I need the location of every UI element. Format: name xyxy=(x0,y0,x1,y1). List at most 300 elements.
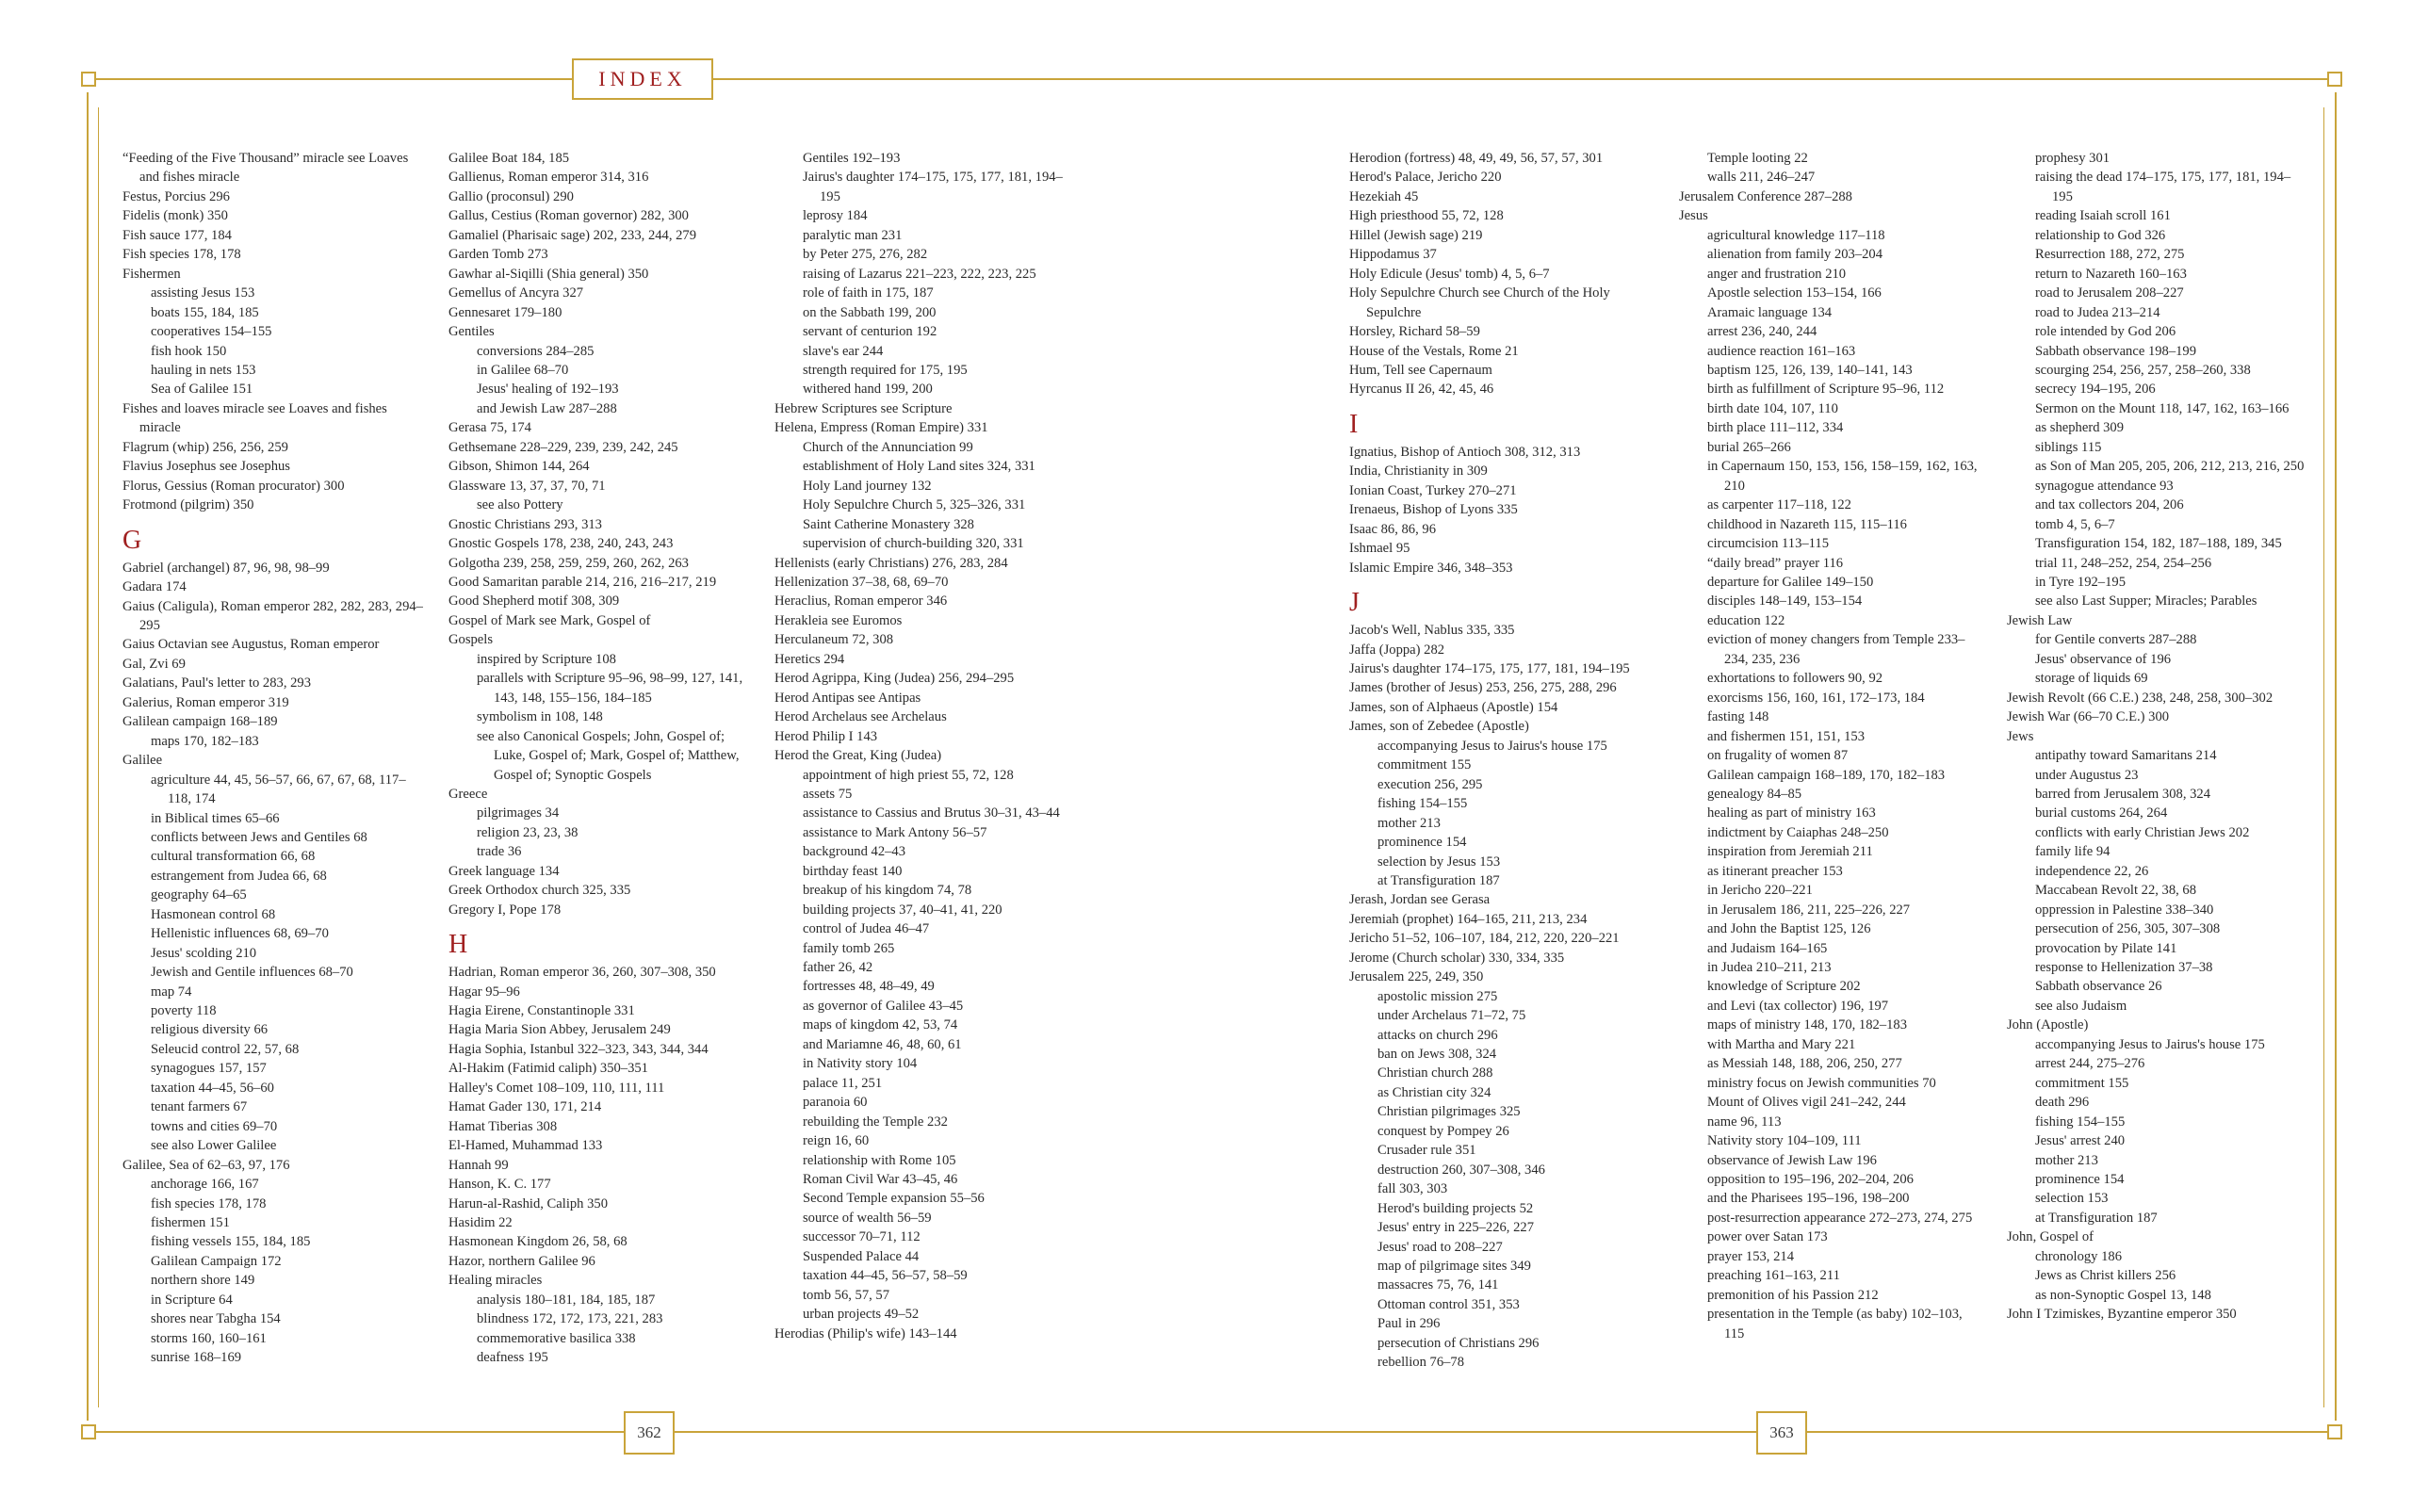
index-entry: Flavius Josephus see Josephus xyxy=(122,459,290,475)
index-entry: Ishmael 95 xyxy=(1349,541,1410,557)
index-subentry: storage of liquids 69 xyxy=(2035,671,2148,687)
index-subentry: Sea of Galilee 151 xyxy=(151,382,253,398)
index-subentry: “daily bread” prayer 116 xyxy=(1707,555,1844,571)
page-number-right xyxy=(1756,1411,1807,1455)
index-subentry: in Scripture 64 xyxy=(151,1292,233,1308)
index-subentry: name 96, 113 xyxy=(1707,1114,1782,1130)
index-subentry: prominence 154 xyxy=(2035,1172,2125,1188)
index-subentry: maps 170, 182–183 xyxy=(151,733,259,749)
index-subentry: healing as part of ministry 163 xyxy=(1707,805,1876,821)
index-entry: Gallus, Cestius (Roman governor) 282, 300 xyxy=(448,208,689,224)
index-subentry: cultural transformation 66, 68 xyxy=(151,849,316,865)
index-entry: Hippodamus 37 xyxy=(1349,247,1437,263)
page-number-right-text: 363 xyxy=(1769,1423,1794,1441)
index-subentry: taxation 44–45, 56–60 xyxy=(151,1080,274,1096)
index-subentry: and tax collectors 204, 206 xyxy=(2035,497,2184,513)
index-subentry: ban on Jews 308, 324 xyxy=(1377,1047,1497,1063)
index-entry: Greek Orthodox church 325, 335 xyxy=(448,883,631,899)
index-subentry: as itinerant preacher 153 xyxy=(1707,863,1843,879)
index-entry: Al-Hakim (Fatimid caliph) 350–351 xyxy=(448,1061,648,1077)
index-subentry: control of Judea 46–47 xyxy=(803,921,930,937)
index-subentry: sunrise 168–169 xyxy=(151,1350,242,1366)
index-subentry: commemorative basilica 338 xyxy=(477,1330,636,1346)
index-entry: Good Shepherd motif 308, 309 xyxy=(448,593,620,610)
index-subentry: paralytic man 231 xyxy=(803,227,903,243)
index-entry: Hasmonean Kingdom 26, 58, 68 xyxy=(448,1234,627,1250)
index-subentry: burial 265–266 xyxy=(1707,439,1791,455)
index-subentry: boats 155, 184, 185 xyxy=(151,304,259,320)
index-subentry: Suspended Palace 44 xyxy=(803,1248,920,1264)
letter-heading: J xyxy=(1349,588,1360,618)
index-subentry: Church of the Annunciation 99 xyxy=(803,439,973,455)
index-subentry: Sabbath observance 198–199 xyxy=(2035,343,2197,359)
index-subentry: return to Nazareth 160–163 xyxy=(2035,266,2187,282)
index-subentry: prayer 153, 214 xyxy=(1707,1248,1794,1264)
index-entry: Fishes and loaves miracle see Loaves and fishes miracle xyxy=(122,400,387,436)
index-subentry: in Galilee 68–70 xyxy=(477,362,569,378)
index-subentry: in Biblical times 65–66 xyxy=(151,810,280,826)
index-subentry: indictment by Caiaphas 248–250 xyxy=(1707,824,1889,840)
index-entry: Hazor, northern Galilee 96 xyxy=(448,1253,595,1269)
index-subentry: barred from Jerusalem 308, 324 xyxy=(2035,786,2211,802)
index-entry: Herod Antipas see Antipas xyxy=(774,690,921,706)
index-entry: Hadrian, Roman emperor 36, 260, 307–308, 350 xyxy=(448,965,716,981)
index-entry: Jews xyxy=(2007,728,2034,744)
frame-corner-bottom-right xyxy=(2327,1424,2342,1439)
index-subentry: northern shore 149 xyxy=(151,1273,255,1289)
index-subentry: Jairus's daughter 174–175, 175, 177, 181, 194–195 xyxy=(803,170,1063,204)
frame-bottom-right xyxy=(1807,1431,2329,1433)
index-subentry: road to Judea 213–214 xyxy=(2035,304,2160,320)
index-subentry: tomb 4, 5, 6–7 xyxy=(2035,516,2115,532)
index-subentry: Jesus' scolding 210 xyxy=(151,945,257,961)
index-subentry: Mount of Olives vigil 241–242, 244 xyxy=(1707,1095,1906,1111)
index-subentry: Temple looting 22 xyxy=(1707,151,1808,166)
index-entry: El-Hamed, Muhammad 133 xyxy=(448,1138,603,1154)
index-subentry: as shepherd 309 xyxy=(2035,420,2125,436)
index-subentry: in Judea 210–211, 213 xyxy=(1707,960,1832,976)
index-subentry: childhood in Nazareth 115, 115–116 xyxy=(1707,516,1907,532)
frame-bottom-middle xyxy=(675,1431,1756,1433)
index-column-4 xyxy=(1349,149,1651,1373)
index-subentry: assisting Jesus 153 xyxy=(151,285,255,301)
index-entry: “Feeding of the Five Thousand” miracle see Loaves and fishes miracle xyxy=(122,151,409,186)
index-subentry: at Transfiguration 187 xyxy=(2035,1210,2158,1226)
index-entry: Gadara 174 xyxy=(122,579,187,595)
index-subentry: chronology 186 xyxy=(2035,1248,2123,1264)
index-entry: Gaius Octavian see Augustus, Roman emperor xyxy=(122,637,380,653)
index-subentry: cooperatives 154–155 xyxy=(151,324,272,340)
index-entry: Hyrcanus II 26, 42, 45, 46 xyxy=(1349,382,1494,398)
index-subentry: Hellenistic influences 68, 69–70 xyxy=(151,926,329,942)
index-entry: Gal, Zvi 69 xyxy=(122,656,186,672)
index-entry: Gentiles xyxy=(448,324,495,340)
index-entry: John (Apostle) xyxy=(2007,1017,2089,1033)
index-entry: Hamat Gader 130, 171, 214 xyxy=(448,1099,602,1115)
index-subentry: exorcisms 156, 160, 161, 172–173, 184 xyxy=(1707,690,1925,706)
index-subentry: as Christian city 324 xyxy=(1377,1084,1491,1100)
index-subentry: apostolic mission 275 xyxy=(1377,988,1498,1004)
index-subentry: religious diversity 66 xyxy=(151,1022,269,1038)
index-subentry: arrest 244, 275–276 xyxy=(2035,1056,2145,1072)
index-entry: Good Samaritan parable 214, 216, 216–217, 219 xyxy=(448,574,717,590)
index-column-1 xyxy=(122,149,424,1368)
index-subentry: map 74 xyxy=(151,984,192,1000)
frame-corner-bottom-left xyxy=(81,1424,96,1439)
index-entry: Jewish Revolt (66 C.E.) 238, 248, 258, 300–302 xyxy=(2007,690,2273,706)
index-subentry: estrangement from Judea 66, 68 xyxy=(151,868,327,884)
index-subentry: conflicts with early Christian Jews 202 xyxy=(2035,824,2250,840)
index-entry: Herod Agrippa, King (Judea) 256, 294–295 xyxy=(774,671,1015,687)
index-subentry: Jesus' arrest 240 xyxy=(2035,1133,2126,1149)
index-entry: Hillel (Jewish sage) 219 xyxy=(1349,227,1483,243)
index-entry: Gethsemane 228–229, 239, 239, 242, 245 xyxy=(448,439,678,455)
index-subentry: successor 70–71, 112 xyxy=(803,1229,921,1245)
index-subentry: education 122 xyxy=(1707,612,1785,628)
index-subentry: see also Canonical Gospels; John, Gospel of; Luke, Gospel of; Mark, Gospel of; Matthew, Gospel of; Synoptic Gospels xyxy=(477,728,740,783)
index-subentry: with Martha and Mary 221 xyxy=(1707,1036,1856,1052)
index-subentry: for Gentile converts 287–288 xyxy=(2035,632,2197,648)
index-subentry: building projects 37, 40–41, 41, 220 xyxy=(803,902,1002,918)
index-subentry: inspiration from Jeremiah 211 xyxy=(1707,844,1873,860)
index-subentry: burial customs 264, 264 xyxy=(2035,805,2168,821)
index-entry: Gallienus, Roman emperor 314, 316 xyxy=(448,170,649,186)
index-subentry: disciples 148–149, 153–154 xyxy=(1707,593,1863,610)
index-subentry: see also Pottery xyxy=(477,497,563,513)
index-entry: Halley's Comet 108–109, 110, 111, 111 xyxy=(448,1080,665,1096)
index-subentry: withered hand 199, 200 xyxy=(803,382,933,398)
index-subentry: and Mariamne 46, 48, 60, 61 xyxy=(803,1036,962,1052)
index-entry: Galilee xyxy=(122,753,163,769)
index-entry: Festus, Porcius 296 xyxy=(122,188,230,204)
page-number-left-text: 362 xyxy=(637,1423,661,1441)
index-entry: John, Gospel of xyxy=(2007,1229,2094,1245)
index-entry: Healing miracles xyxy=(448,1273,543,1289)
index-column-2 xyxy=(448,149,750,1368)
index-subentry: anger and frustration 210 xyxy=(1707,266,1847,282)
index-subentry: Hasmonean control 68 xyxy=(151,906,276,922)
index-subentry: Seleucid control 22, 57, 68 xyxy=(151,1041,300,1057)
index-subentry: preaching 161–163, 211 xyxy=(1707,1268,1840,1284)
index-subentry: raising of Lazarus 221–223, 222, 223, 225 xyxy=(803,266,1036,282)
index-subentry: death 296 xyxy=(2035,1095,2090,1111)
index-subentry: maps of kingdom 42, 53, 74 xyxy=(803,1017,958,1033)
index-subentry: mother 213 xyxy=(2035,1152,2098,1168)
index-entry: Ionian Coast, Turkey 270–271 xyxy=(1349,482,1517,498)
index-entry: Hebrew Scriptures see Scripture xyxy=(774,400,953,416)
index-entry: Hum, Tell see Capernaum xyxy=(1349,362,1492,378)
index-entry: Galatians, Paul's letter to 283, 293 xyxy=(122,675,312,691)
index-subentry: mother 213 xyxy=(1377,815,1441,831)
index-entry: Jacob's Well, Nablus 335, 335 xyxy=(1349,623,1515,639)
index-subentry: prophesy 301 xyxy=(2035,151,2110,166)
index-subentry: synagogue attendance 93 xyxy=(2035,478,2174,494)
index-subentry: see also Last Supper; Miracles; Parables xyxy=(2035,593,2257,610)
index-entry: Gnostic Gospels 178, 238, 240, 243, 243 xyxy=(448,536,674,552)
index-subentry: reading Isaiah scroll 161 xyxy=(2035,208,2171,224)
index-subentry: Jesus' entry in 225–226, 227 xyxy=(1377,1220,1534,1236)
index-subentry: Herod's building projects 52 xyxy=(1377,1200,1534,1216)
index-subentry: by Peter 275, 276, 282 xyxy=(803,247,928,263)
index-subentry: fishing 154–155 xyxy=(1377,796,1468,812)
index-entry: Hasidim 22 xyxy=(448,1215,513,1231)
index-subentry: relationship with Rome 105 xyxy=(803,1152,956,1168)
index-entry: Irenaeus, Bishop of Lyons 335 xyxy=(1349,502,1518,518)
index-subentry: baptism 125, 126, 139, 140–141, 143 xyxy=(1707,362,1913,378)
index-entry: Flagrum (whip) 256, 256, 259 xyxy=(122,439,288,455)
index-subentry: assistance to Cassius and Brutus 30–31, 43–44 xyxy=(803,805,1060,821)
index-subentry: opposition to 195–196, 202–204, 206 xyxy=(1707,1172,1914,1188)
frame-corner-top-left xyxy=(81,72,96,87)
index-title xyxy=(572,58,713,100)
index-subentry: accompanying Jesus to Jairus's house 175 xyxy=(2035,1036,2265,1052)
index-subentry: agriculture 44, 45, 56–57, 66, 67, 67, 68, 117–118, 174 xyxy=(151,772,406,807)
index-subentry: as Messiah 148, 188, 206, 250, 277 xyxy=(1707,1056,1902,1072)
index-subentry: at Transfiguration 187 xyxy=(1377,872,1500,888)
index-subentry: agricultural knowledge 117–118 xyxy=(1707,227,1885,243)
index-subentry: geography 64–65 xyxy=(151,887,247,903)
index-entry: Gallio (proconsul) 290 xyxy=(448,188,574,204)
index-subentry: persecution of 256, 305, 307–308 xyxy=(2035,921,2221,937)
index-entry: Gaius (Caligula), Roman emperor 282, 282, 283, 294–295 xyxy=(122,598,423,633)
index-subentry: poverty 118 xyxy=(151,1003,217,1019)
index-subentry: Ottoman control 351, 353 xyxy=(1377,1296,1520,1312)
index-subentry: walls 211, 246–247 xyxy=(1707,170,1816,186)
index-subentry: Crusader rule 351 xyxy=(1377,1143,1476,1159)
index-subentry: fall 303, 303 xyxy=(1377,1181,1448,1197)
index-entry: James, son of Alphaeus (Apostle) 154 xyxy=(1349,699,1558,715)
frame-left xyxy=(87,92,89,1421)
index-subentry: persecution of Christians 296 xyxy=(1377,1335,1540,1351)
index-subentry: alienation from family 203–204 xyxy=(1707,247,1883,263)
index-subentry: Transfiguration 154, 182, 187–188, 189, 345 xyxy=(2035,536,2282,552)
index-entry: Gemellus of Ancyra 327 xyxy=(448,285,584,301)
index-subentry: as governor of Galilee 43–45 xyxy=(803,998,964,1014)
index-subentry: map of pilgrimage sites 349 xyxy=(1377,1259,1531,1275)
index-subentry: in Capernaum 150, 153, 156, 158–159, 162, 163, 210 xyxy=(1707,459,1978,494)
index-subentry: and Judaism 164–165 xyxy=(1707,940,1828,956)
index-subentry: Christian pilgrimages 325 xyxy=(1377,1104,1521,1120)
index-entry: Herod Archelaus see Archelaus xyxy=(774,709,947,725)
index-subentry: tenant farmers 67 xyxy=(151,1099,248,1115)
index-entry: Hanson, K. C. 177 xyxy=(448,1177,551,1193)
index-subentry: departure for Galilee 149–150 xyxy=(1707,574,1874,590)
index-subentry: father 26, 42 xyxy=(803,960,873,976)
index-entry: Jewish War (66–70 C.E.) 300 xyxy=(2007,709,2170,725)
index-subentry: rebellion 76–78 xyxy=(1377,1355,1465,1371)
index-entry: Hellenists (early Christians) 276, 283, 284 xyxy=(774,555,1008,571)
index-entry: Fish sauce 177, 184 xyxy=(122,227,232,243)
index-subentry: religion 23, 23, 38 xyxy=(477,824,579,840)
index-subentry: Jewish and Gentile influences 68–70 xyxy=(151,965,353,981)
index-subentry: audience reaction 161–163 xyxy=(1707,343,1856,359)
index-subentry: Aramaic language 134 xyxy=(1707,304,1833,320)
index-subentry: servant of centurion 192 xyxy=(803,324,937,340)
index-subentry: in Jerusalem 186, 211, 225–226, 227 xyxy=(1707,902,1911,918)
index-entry: Florus, Gessius (Roman procurator) 300 xyxy=(122,478,345,494)
index-subentry: synagogues 157, 157 xyxy=(151,1061,267,1077)
index-subentry: genealogy 84–85 xyxy=(1707,786,1802,802)
index-subentry: accompanying Jesus to Jairus's house 175 xyxy=(1377,738,1607,754)
frame-inner-right xyxy=(2323,107,2324,1407)
index-entry: Holy Sepulchre Church see Church of the Holy Sepulchre xyxy=(1349,285,1610,320)
index-subentry: conquest by Pompey 26 xyxy=(1377,1123,1509,1139)
index-subentry: premonition of his Passion 212 xyxy=(1707,1287,1879,1303)
index-subentry: road to Jerusalem 208–227 xyxy=(2035,285,2184,301)
index-subentry: shores near Tabgha 154 xyxy=(151,1311,281,1327)
letter-heading: H xyxy=(448,930,468,960)
index-entry: Jaffa (Joppa) 282 xyxy=(1349,642,1445,658)
index-subentry: as carpenter 117–118, 122 xyxy=(1707,497,1851,513)
index-subentry: exhortations to followers 90, 92 xyxy=(1707,671,1883,687)
frame-corner-top-right xyxy=(2327,72,2342,87)
index-subentry: conflicts between Jews and Gentiles 68 xyxy=(151,829,367,845)
index-subentry: on the Sabbath 199, 200 xyxy=(803,304,937,320)
index-subentry: relationship to God 326 xyxy=(2035,227,2166,243)
index-entry: James (brother of Jesus) 253, 256, 275, 288, 296 xyxy=(1349,680,1617,696)
index-subentry: Jesus' road to 208–227 xyxy=(1377,1239,1503,1255)
index-subentry: taxation 44–45, 56–57, 58–59 xyxy=(803,1268,968,1284)
index-subentry: and Jewish Law 287–288 xyxy=(477,400,617,416)
index-subentry: role intended by God 206 xyxy=(2035,324,2176,340)
index-entry: Hagar 95–96 xyxy=(448,984,520,1000)
index-entry: Hagia Maria Sion Abbey, Jerusalem 249 xyxy=(448,1022,671,1038)
index-subentry: scourging 254, 256, 257, 258–260, 338 xyxy=(2035,362,2251,378)
index-subentry: paranoia 60 xyxy=(803,1095,868,1111)
index-subentry: post-resurrection appearance 272–273, 274, 275 xyxy=(1707,1210,1973,1226)
index-subentry: Holy Sepulchre Church 5, 325–326, 331 xyxy=(803,497,1026,513)
index-subentry: urban projects 49–52 xyxy=(803,1307,920,1323)
index-entry: Gospels xyxy=(448,632,494,648)
frame-inner-left xyxy=(98,107,99,1407)
index-subentry: prominence 154 xyxy=(1377,835,1467,851)
index-subentry: Saint Catherine Monastery 328 xyxy=(803,516,974,532)
index-subentry: birth place 111–112, 334 xyxy=(1707,420,1844,436)
index-subentry: Jesus' observance of 196 xyxy=(2035,651,2172,667)
index-subentry: fishermen 151 xyxy=(151,1215,230,1231)
index-subentry: deafness 195 xyxy=(477,1350,548,1366)
index-subentry: slave's ear 244 xyxy=(803,343,884,359)
index-entry: Isaac 86, 86, 96 xyxy=(1349,521,1436,537)
index-entry: Jericho 51–52, 106–107, 184, 212, 220, 220–221 xyxy=(1349,931,1620,947)
index-subentry: provocation by Pilate 141 xyxy=(2035,940,2177,956)
index-entry: Harun-al-Rashid, Caliph 350 xyxy=(448,1195,609,1211)
index-entry: Gawhar al-Siqilli (Shia general) 350 xyxy=(448,266,649,282)
index-entry: Golgotha 239, 258, 259, 259, 260, 262, 263 xyxy=(448,555,689,571)
index-subentry: in Tyre 192–195 xyxy=(2035,574,2126,590)
index-title-text: INDEX xyxy=(598,67,687,90)
index-subentry: Galilean Campaign 172 xyxy=(151,1253,282,1269)
index-subentry: fish hook 150 xyxy=(151,343,227,359)
index-entry: Jerusalem Conference 287–288 xyxy=(1679,188,1852,204)
index-subentry: destruction 260, 307–308, 346 xyxy=(1377,1162,1545,1178)
index-subentry: palace 11, 251 xyxy=(803,1075,883,1091)
index-subentry: execution 256, 295 xyxy=(1377,776,1483,792)
index-subentry: see also Lower Galilee xyxy=(151,1138,277,1154)
index-entry: Gnostic Christians 293, 313 xyxy=(448,516,602,532)
index-subentry: fish species 178, 178 xyxy=(151,1195,267,1211)
index-entry: Heraclius, Roman emperor 346 xyxy=(774,593,948,610)
index-entry: Frotmond (pilgrim) 350 xyxy=(122,497,254,513)
index-column-6 xyxy=(2007,149,2308,1325)
index-column-5 xyxy=(1679,149,1980,1343)
index-entry: Jerusalem 225, 249, 350 xyxy=(1349,969,1484,985)
index-entry: Galilean campaign 168–189 xyxy=(122,714,278,730)
index-entry: House of the Vestals, Rome 21 xyxy=(1349,343,1519,359)
frame-top-right xyxy=(713,78,2329,80)
letter-heading: G xyxy=(122,525,142,555)
index-subentry: in Jericho 220–221 xyxy=(1707,883,1813,899)
frame-right xyxy=(2335,92,2337,1421)
index-subentry: breakup of his kingdom 74, 78 xyxy=(803,883,972,899)
index-entry: Holy Edicule (Jesus' tomb) 4, 5, 6–7 xyxy=(1349,266,1550,282)
index-entry: Herodion (fortress) 48, 49, 49, 56, 57, 57, 301 xyxy=(1349,151,1604,166)
index-entry: Galerius, Roman emperor 319 xyxy=(122,694,289,710)
index-entry: Hagia Sophia, Istanbul 322–323, 343, 344, 344 xyxy=(448,1041,709,1057)
index-subentry: and John the Baptist 125, 126 xyxy=(1707,921,1871,937)
index-subentry: arrest 236, 240, 244 xyxy=(1707,324,1817,340)
index-subentry: commitment 155 xyxy=(1377,757,1472,773)
index-subentry: assets 75 xyxy=(803,786,853,802)
index-entry: Jeremiah (prophet) 164–165, 211, 213, 234 xyxy=(1349,911,1588,927)
index-entry: Garden Tomb 273 xyxy=(448,247,548,263)
index-subentry: ministry focus on Jewish communities 70 xyxy=(1707,1075,1936,1091)
page-number-left xyxy=(624,1411,675,1455)
frame-bottom-left xyxy=(96,1431,624,1433)
index-entry: Galilee, Sea of 62–63, 97, 176 xyxy=(122,1157,290,1173)
index-subentry: family tomb 265 xyxy=(803,940,895,956)
index-subentry: under Augustus 23 xyxy=(2035,767,2139,783)
index-subentry: Apostle selection 153–154, 166 xyxy=(1707,285,1882,301)
index-entry: Hannah 99 xyxy=(448,1157,509,1173)
index-subentry: rebuilding the Temple 232 xyxy=(803,1114,948,1130)
index-subentry: inspired by Scripture 108 xyxy=(477,651,616,667)
index-subentry: power over Satan 173 xyxy=(1707,1229,1828,1245)
index-subentry: Paul in 296 xyxy=(1377,1316,1441,1332)
index-entry: Gabriel (archangel) 87, 96, 98, 98–99 xyxy=(122,560,330,576)
index-subentry: Christian church 288 xyxy=(1377,1065,1493,1081)
index-entry: Fidelis (monk) 350 xyxy=(122,208,228,224)
index-entry: Hamat Tiberias 308 xyxy=(448,1118,558,1134)
index-entry: Hellenization 37–38, 68, 69–70 xyxy=(774,574,949,590)
index-entry: Herakleia see Euromos xyxy=(774,612,903,628)
index-subentry: attacks on church 296 xyxy=(1377,1027,1498,1043)
index-subentry: symbolism in 108, 148 xyxy=(477,709,603,725)
index-subentry: appointment of high priest 55, 72, 128 xyxy=(803,767,1014,783)
index-subentry: fishing vessels 155, 184, 185 xyxy=(151,1234,311,1250)
index-subentry: secrecy 194–195, 206 xyxy=(2035,382,2156,398)
index-entry: Helena, Empress (Roman Empire) 331 xyxy=(774,420,988,436)
index-entry: Fish species 178, 178 xyxy=(122,247,241,263)
index-subentry: establishment of Holy Land sites 324, 331 xyxy=(803,459,1035,475)
index-subentry: Second Temple expansion 55–56 xyxy=(803,1191,985,1207)
index-subentry: birth as fulfillment of Scripture 95–96, 112 xyxy=(1707,382,1945,398)
index-subentry: source of wealth 56–59 xyxy=(803,1210,932,1226)
index-subentry: fortresses 48, 48–49, 49 xyxy=(803,979,935,995)
index-entry: Jesus xyxy=(1679,208,1708,224)
index-entry: Greece xyxy=(448,786,488,802)
index-entry: Jerome (Church scholar) 330, 334, 335 xyxy=(1349,950,1565,966)
index-subentry: blindness 172, 172, 173, 221, 283 xyxy=(477,1311,663,1327)
index-subentry: in Nativity story 104 xyxy=(803,1056,918,1072)
index-entry: Horsley, Richard 58–59 xyxy=(1349,324,1480,340)
index-subentry: Gentiles 192–193 xyxy=(803,151,901,166)
index-subentry: assistance to Mark Antony 56–57 xyxy=(803,824,987,840)
index-subentry: Maccabean Revolt 22, 38, 68 xyxy=(2035,883,2197,899)
index-entry: Gregory I, Pope 178 xyxy=(448,902,562,918)
index-entry: Jerash, Jordan see Gerasa xyxy=(1349,892,1491,908)
index-entry: Islamic Empire 346, 348–353 xyxy=(1349,560,1513,576)
